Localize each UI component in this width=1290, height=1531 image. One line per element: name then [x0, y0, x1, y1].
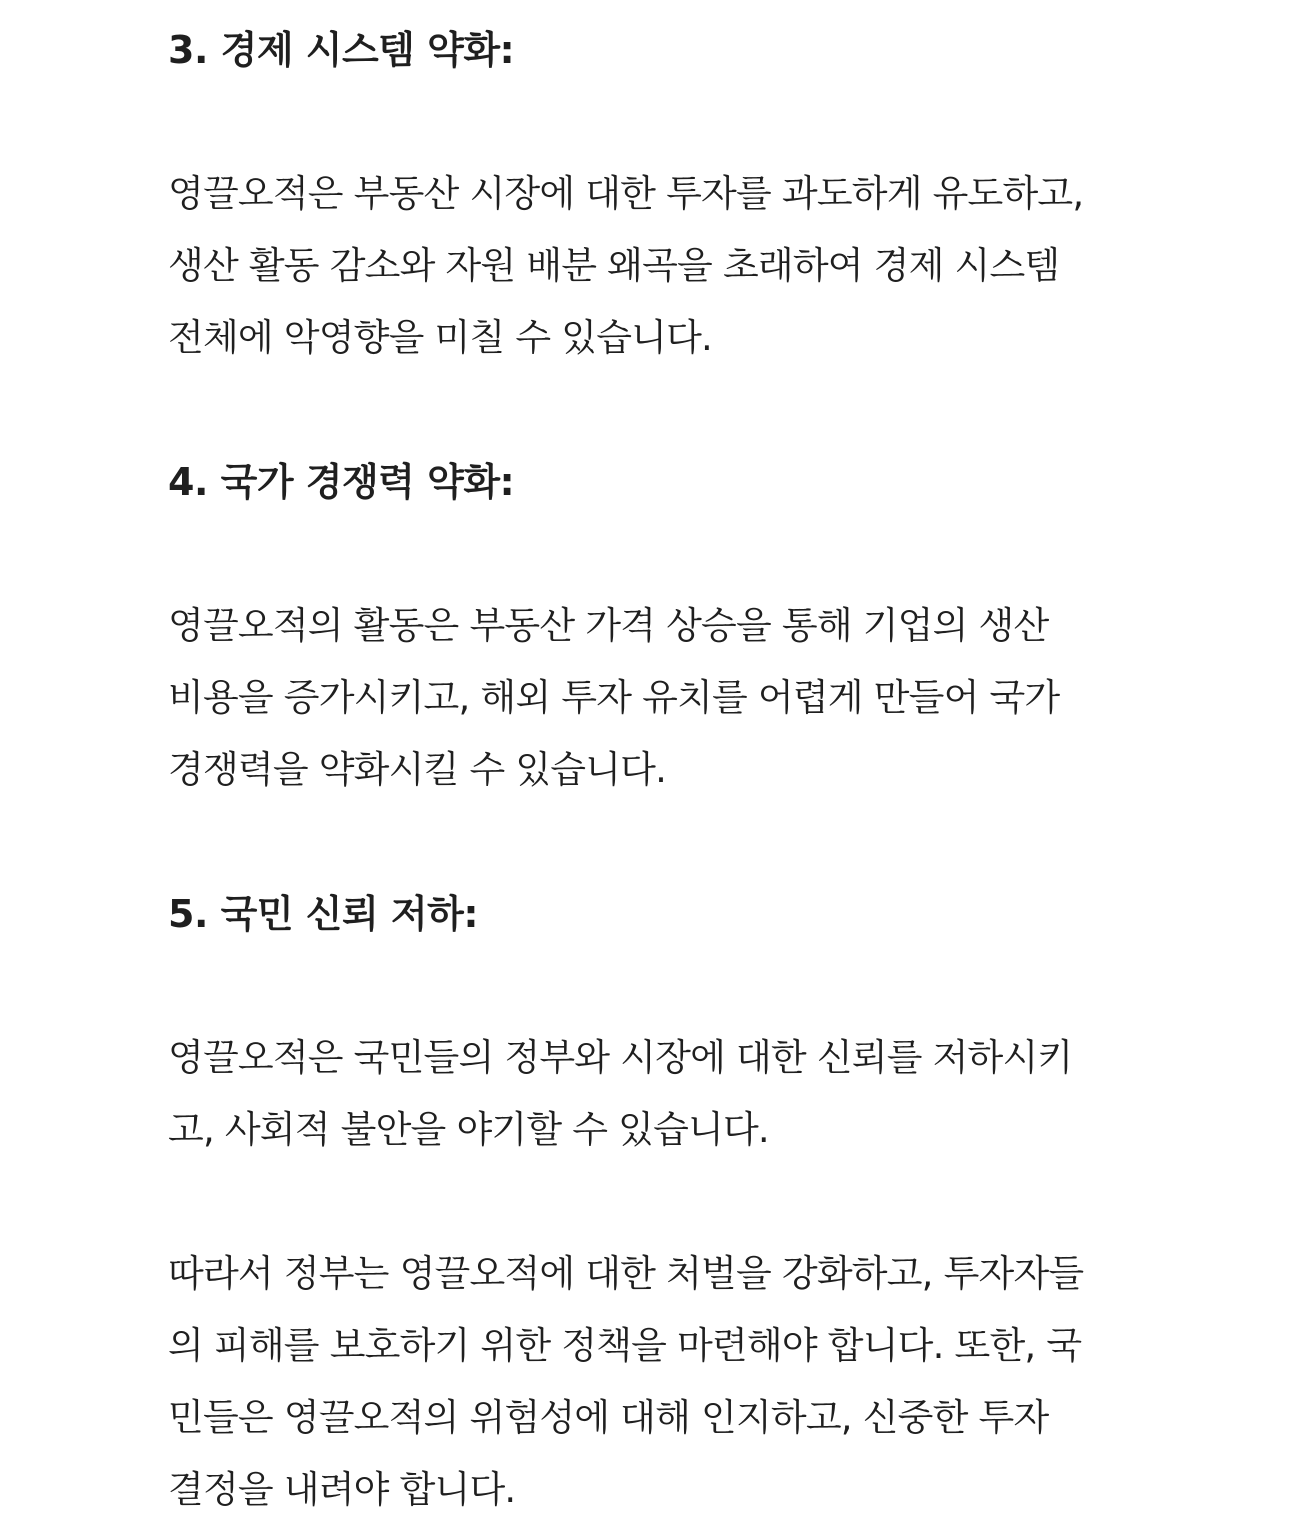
section-heading-national-competitiveness: 4. 국가 경쟁력 약화:: [168, 460, 515, 504]
paragraph-line: 전체에 악영향을 미칠 수 있습니다.: [168, 316, 712, 359]
paragraph-line: 영끌오적의 활동은 부동산 가격 상승을 통해 기업의 생산: [168, 604, 1049, 647]
section-paragraph-national-competitiveness: [168, 590, 1059, 806]
section-heading-economic-system: 3. 경제 시스템 약화:: [168, 28, 515, 72]
paragraph-line: 따라서 정부는 영끌오적에 대한 처벌을 강화하고, 투자자들: [168, 1252, 1084, 1295]
paragraph-line: 비용을 증가시키고, 해외 투자 유치를 어렵게 만들어 국가: [168, 676, 1060, 719]
paragraph-line: 영끌오적은 부동산 시장에 대한 투자를 과도하게 유도하고,: [168, 172, 1084, 215]
paragraph-line: 생산 활동 감소와 자원 배분 왜곡을 초래하여 경제 시스템: [168, 244, 1060, 287]
paragraph-line: 경쟁력을 약화시킬 수 있습니다.: [168, 748, 667, 791]
section-paragraph-public-trust: [168, 1022, 1072, 1166]
section-heading-public-trust: 5. 국민 신뢰 저하:: [168, 892, 479, 936]
paragraph-line: 결정을 내려야 합니다.: [168, 1468, 516, 1511]
conclusion-paragraph: [168, 1238, 1083, 1526]
paragraph-line: 고, 사회적 불안을 야기할 수 있습니다.: [168, 1108, 769, 1151]
section-paragraph-economic-system: [168, 158, 1083, 374]
paragraph-line: 민들은 영끌오적의 위험성에 대해 인지하고, 신중한 투자: [168, 1396, 1049, 1439]
paragraph-line: 영끌오적은 국민들의 정부와 시장에 대한 신뢰를 저하시키: [168, 1036, 1073, 1079]
paragraph-line: 의 피해를 보호하기 위한 정책을 마련해야 합니다. 또한, 국: [168, 1324, 1082, 1367]
